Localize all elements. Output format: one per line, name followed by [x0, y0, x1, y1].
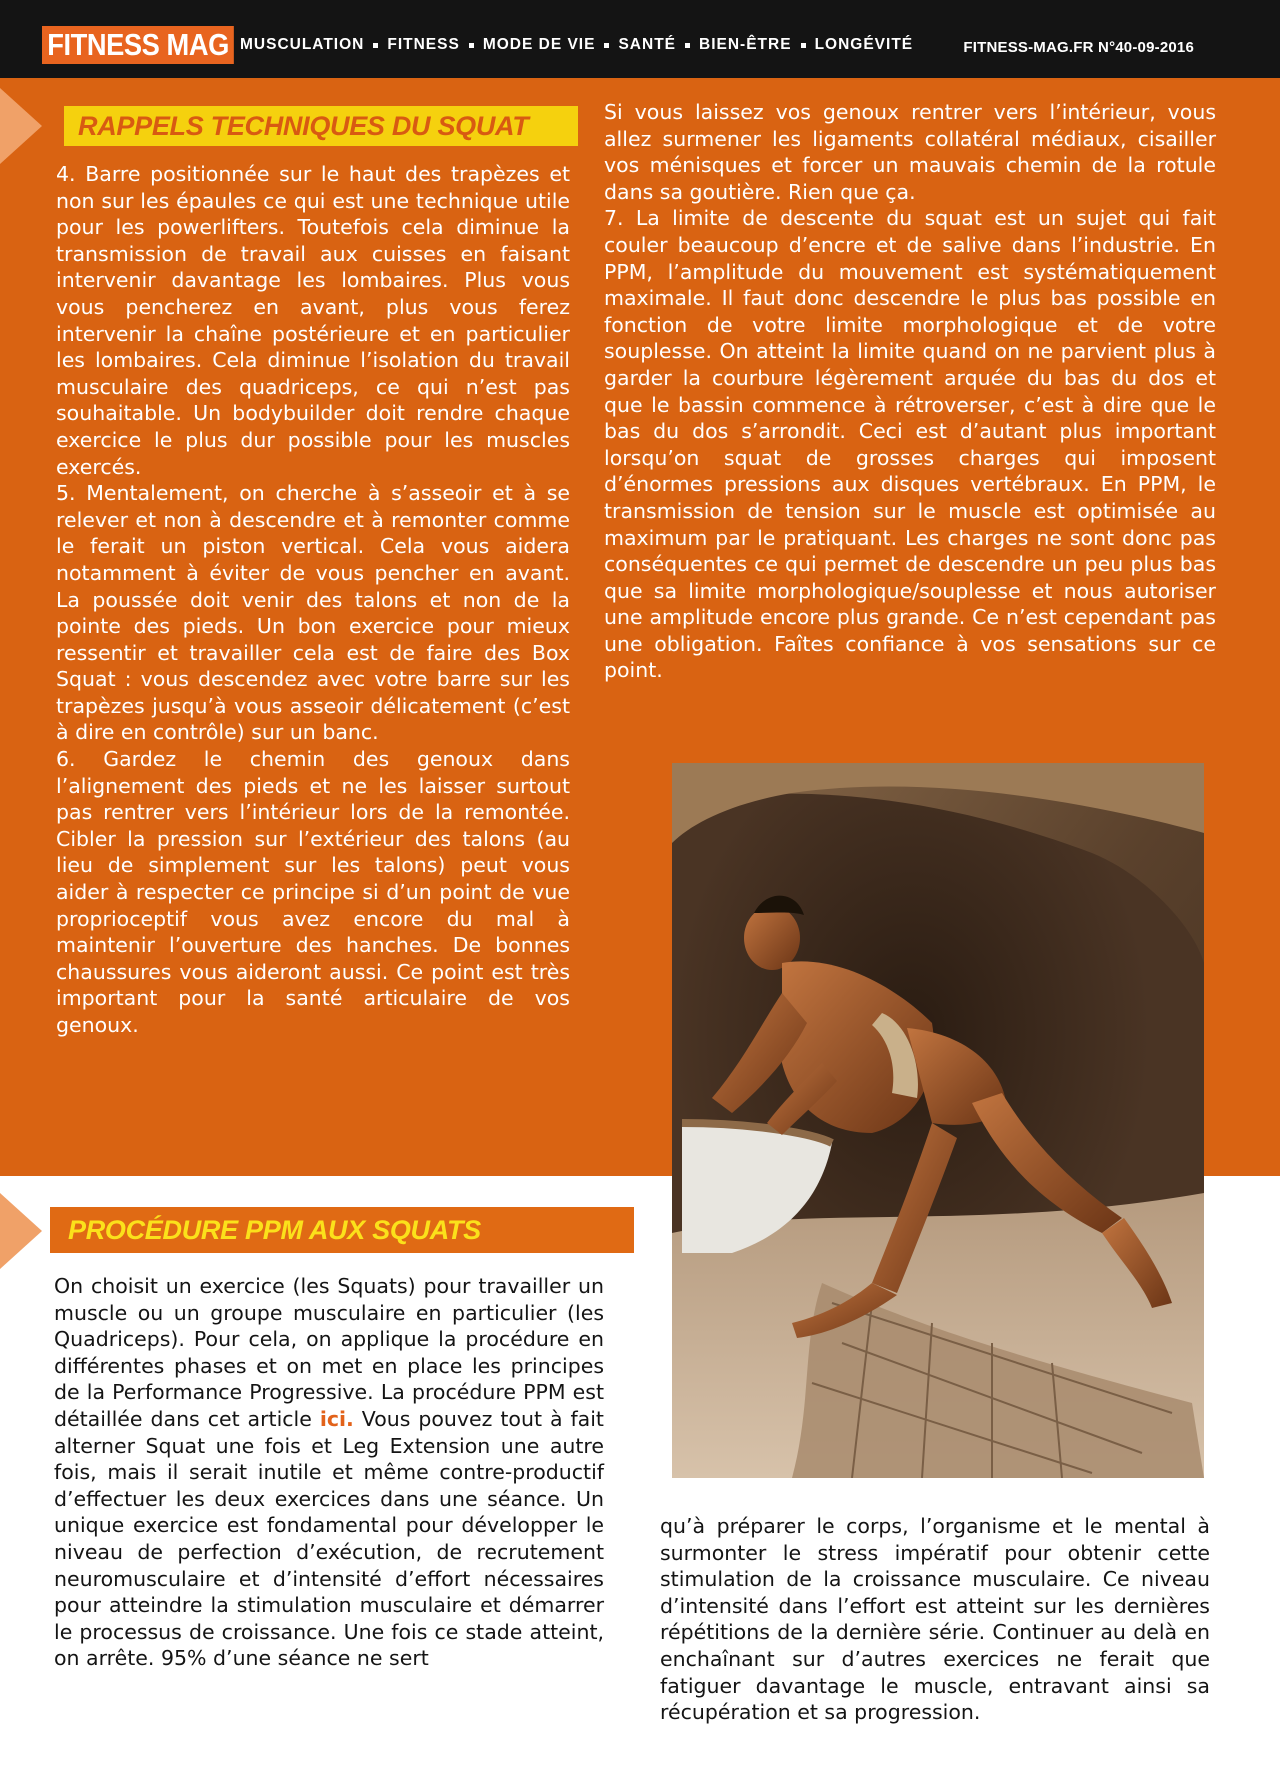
section-title-procedure: PROCÉDURE PPM AUX SQUATS: [50, 1207, 634, 1253]
procedure-paragraph-continued: qu’à préparer le corps, l’organisme et le mental à surmonter le stress impératif pour obtenir cette stimulation de la croissance musculaire. Ce niveau d’intensité dans l’effort est atteint sur les dernières répétitions de la dernière série. Continuer au delà en enchaînant sur d’autres exercices ne ferait que fatiguer davantage le muscle, entravant ainsi sa récupération et sa progression.: [660, 1514, 1210, 1725]
nav-item-fitness[interactable]: FITNESS: [387, 36, 460, 53]
article-link[interactable]: ici.: [319, 1406, 354, 1431]
brand-logo[interactable]: FITNESS MAG: [42, 26, 234, 64]
section-arrow-icon: [0, 1193, 42, 1269]
bodybuilder-photo: [672, 763, 1204, 1478]
procedure-text-after-link: Vous pouvez tout à fait alterner Squat une fois et Leg Extension une autre fois, mais il serait inutile et même contre-productif d’effectuer les deux exercices dans une séance. Un unique exercice est fondamental pour développer le niveau de perfection d’exécution, de recrutement neuromusculaire et d’intensité d’effort nécessaires pour atteindre la stimulation musculaire et démarrer le processus de croissance. Une fois ce stade atteint, on arrête. 95% d’une séance ne sert: [54, 1406, 604, 1671]
paragraph-knees: Si vous laissez vos genoux rentrer vers l’intérieur, vous allez surmener les ligaments collatéral médiaux, cisailler vos ménisques et forcer un mauvais chemin de la rotule dans sa goutière. Rien que ça.: [604, 100, 1216, 204]
category-nav: [240, 36, 913, 54]
nav-item-sante[interactable]: SANTÉ: [618, 36, 677, 53]
nav-separator: [801, 43, 806, 48]
procedure-text-before-link: On choisit un exercice (les Squats) pour travailler un muscle ou un groupe musculaire en particulier (les Quadriceps). Pour cela, on applique la procédure en différentes phases et on met en place les principes de la Performance Progressive. La procédure PPM est détaillée dans cet article: [54, 1274, 604, 1431]
paragraph-point-6: 6. Gardez le chemin des genoux dans l’alignement des pieds et ne les laisser surtout pas rentrer vers l’intérieur lors de la remontée. Cibler la pression sur l’extérieur des talons (au lieu de simplement sur les talons) peut vous aider à respecter ce principe si d’un point de vue proprioceptif vous avez encore du mal à maintenir l’ouverture des hanches. De bonnes chaussures vous aideront aussi. Ce point est très important pour la santé articulaire de vos genoux.: [56, 747, 570, 1037]
paragraph-point-5: 5. Mentalement, on cherche à s’asseoir et à se relever et non à descendre et à remonter comme le ferait un piston vertical. Cela vous aidera notamment à éviter de vous pencher en avant. La poussée doit venir des talons et non de la pointe des pieds. Un bon exercice pour mieux ressentir et travailler cela est de faire des Box Squat : vous descendez avec votre barre sur les trapèzes jusqu’à vous asseoir délicatement (c’est à dire en contrôle) sur un banc.: [56, 481, 570, 745]
nav-separator: [373, 43, 378, 48]
section-arrow-icon: [0, 88, 42, 164]
nav-separator: [685, 43, 690, 48]
nav-separator: [604, 43, 609, 48]
article-column-left: [56, 161, 570, 1039]
nav-separator: [469, 43, 474, 48]
section-title-rappels: RAPPELS TECHNIQUES DU SQUAT: [64, 106, 578, 146]
nav-item-longevite[interactable]: LONGÉVITÉ: [814, 36, 914, 53]
procedure-column-left: [54, 1273, 604, 1672]
issue-number: FITNESS-MAG.FR N°40-09-2016: [963, 39, 1194, 56]
paragraph-point-7: 7. La limite de descente du squat est un sujet qui fait couler beaucoup d’encre et de salive dans l’industrie. En PPM, l’amplitude du mouvement est systématiquement maximale. Il faut donc descendre le plus bas possible en fonction de votre limite morphologique et de votre souplesse. On atteint la limite quand on ne parvient plus à garder la courbure légèrement arquée du bas du dos et que le bassin commence à rétroverser, c’est à dire que le bas du dos s’arrondit. Ceci est d’autant plus important lorsqu’on squat de grosses charges qui imposent d’énormes pressions aux disques vertébraux. En PPM, le transmission de tension sur le muscle est optimisée au maximum par le pratiquant. Les charges ne sont donc pas conséquentes ce qui permet de descendre un peu plus bas que sa limite morphologique/souplesse et nous autoriser une amplitude encore plus grande. Ce n’est cependant pas une obligation. Faîtes confiance à vos sensations sur ce point.: [604, 206, 1216, 683]
top-header-bar: [0, 0, 1280, 78]
procedure-column-right: [660, 1513, 1210, 1726]
procedure-paragraph: [54, 1273, 604, 1672]
nav-item-mode-de-vie[interactable]: MODE DE VIE: [482, 36, 596, 53]
paragraph-point-4: 4. Barre positionnée sur le haut des trapèzes et non sur les épaules ce qui est une technique utile pour les powerlifters. Toutefois cela diminue la transmission de travail aux cuisses en faisant intervenir davantage les lombaires. Plus vous vous pencherez en avant, plus vous ferez intervenir la chaîne postérieure et en particulier les lombaires. Cela diminue l’isolation du travail musculaire des quadriceps, ce qui n’est pas souhaitable. Un bodybuilder doit rendre chaque exercice le plus dur possible pour les muscles exercés.: [56, 162, 570, 479]
article-column-right: [604, 99, 1216, 684]
nav-item-bien-etre[interactable]: BIEN-ÊTRE: [699, 36, 792, 53]
nav-item-musculation[interactable]: MUSCULATION: [240, 36, 365, 53]
